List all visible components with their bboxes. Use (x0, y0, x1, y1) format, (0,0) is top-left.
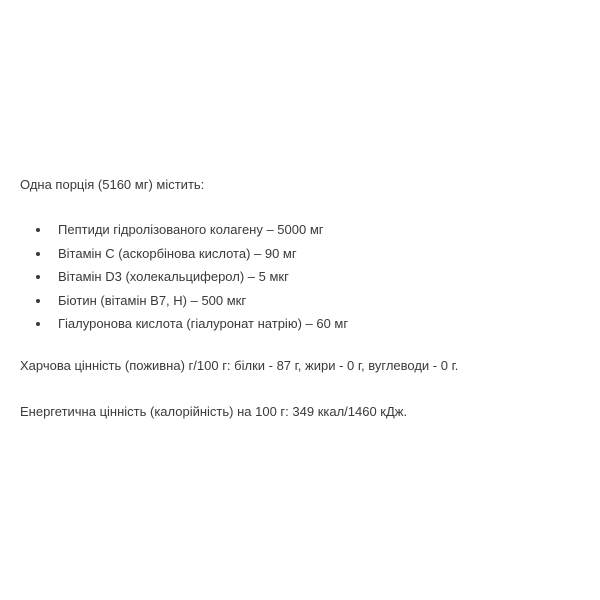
ingredient-text: Вітамін С (аскорбінова кислота) – 90 мг (58, 245, 297, 261)
bullet-icon (36, 299, 40, 303)
ingredient-text: Гіалуронова кислота (гіалуронат натрію) – 60 мг (58, 316, 349, 331)
bullet-icon (36, 252, 40, 256)
energy-value-text: Енергетична цінність (калорійність) на 100 г: 349 ккал/1460 кДж. (20, 404, 408, 419)
bullet-icon (36, 275, 40, 279)
serving-intro-text: Одна порція (5160 мг) містить: (20, 177, 205, 192)
ingredient-text: Пептиди гідролізованого колагену – 5000 мг (58, 222, 324, 237)
bullet-icon (36, 322, 40, 326)
nutrition-value-text: Харчова цінність (поживна) г/100 г: білки - 87 г, жири - 0 г, вуглеводи - 0 г. (20, 358, 459, 373)
ingredient-text: Біотин (вітамін B7, H) – 500 мкг (58, 292, 247, 308)
ingredient-text: Вітамін D3 (холекальциферол) – 5 мкг (58, 269, 289, 284)
bullet-icon (36, 228, 40, 232)
